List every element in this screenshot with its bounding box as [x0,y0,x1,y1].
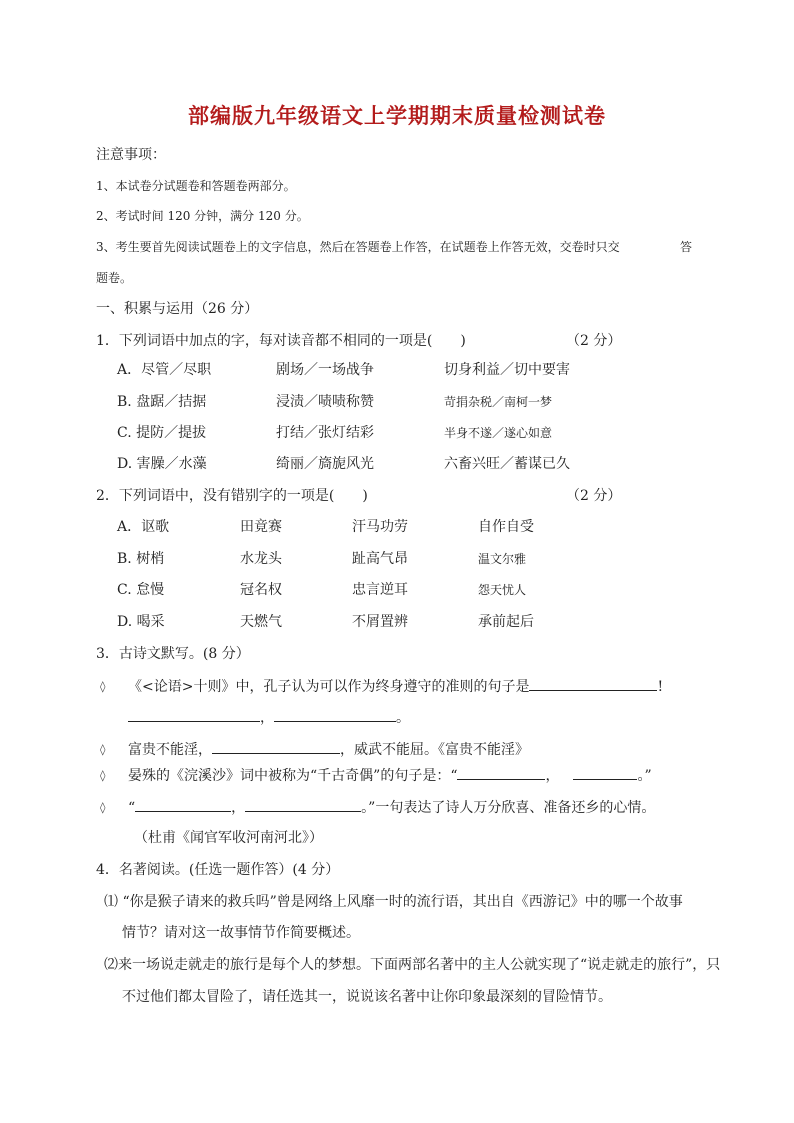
notice-item-2: 2、考试时间 120 分钟，满分 120 分。 [96,209,309,223]
q3-line-5-sep: ， [231,800,246,816]
q2-score: （2 分） [566,488,622,504]
q2-option-d: D. 喝采 [117,614,165,630]
q3-line-6: （杜甫《闻官军收河南河北》） [134,830,323,846]
answer-blank[interactable] [457,765,545,780]
q3-line-4 [128,765,652,786]
q3-line-5-b: 。”一句表达了诗人万分欣喜、准备还乡的心情。 [361,800,656,816]
answer-blank[interactable] [529,676,657,691]
bullet-icon: ◊ [100,680,106,693]
answer-blank[interactable] [274,707,396,722]
q3-line-2 [128,707,410,728]
q1-option-b-c3: 苛捐杂税／南柯一梦 [444,395,553,409]
q2-option-a-c4: 自作自受 [478,519,534,535]
q1-option-a: A．尽管／尽职 [117,362,212,378]
q2-option-b-c2: 水龙头 [240,551,282,567]
q1-option-c: C. 提防／提拔 [117,425,207,441]
q3-line-3 [128,739,529,760]
q2-option-a-c3: 汗马功劳 [352,519,408,535]
q3-line-2-sep: ， [260,710,274,726]
q2-option-a-c2: 田竟赛 [240,519,282,535]
q1-option-c-c2: 打结／张灯结彩 [276,425,374,441]
q3-line-5 [128,797,655,818]
q1-score: （2 分） [566,333,622,349]
notice-item-1: 1、本试卷分试题卷和答题卷两部分。 [96,179,296,193]
q3-stem: 3．古诗文默写。(8 分） [96,646,250,662]
q1-option-b: B. 盘踞／拮据 [117,394,207,410]
bullet-icon: ◊ [100,801,106,814]
answer-blank[interactable] [212,739,340,754]
q3-line-2-end: 。 [396,710,410,726]
q2-option-d-c4: 承前起后 [478,614,534,630]
q4-part-2-line-2: 不过他们都太冒险了，请任选其一，说说该名著中让你印象最深刻的冒险情节。 [122,989,612,1005]
q2-option-d-c2: 天燃气 [240,614,282,630]
q2-option-a: A．讴歌 [117,519,170,535]
q3-line-4-a: 晏殊的《浣溪沙》词中被称为“千古奇偶”的句子是：“ [128,768,458,784]
q4-stem: 4．名著阅读。(任选一题作答）(4 分） [96,862,340,878]
bullet-icon: ◊ [100,743,106,756]
q3-line-1-text: 《<论语>十则》中，孔子认为可以作为终身遵守的准则的句子是 [128,679,530,695]
notice-item-3-cont: 题卷。 [96,271,133,285]
q2-option-b-c3: 趾高气昂 [352,551,408,567]
q3-line-5-a: “ [128,800,136,816]
notice-item-3: 3、考生要首先阅读试题卷上的文字信息，然后在答题卷上作答，在试题卷上作答无效，交卷时只交 [96,240,620,254]
q3-line-4-sep: ， [545,768,560,784]
q3-line-1 [128,676,663,697]
q1-option-b-c2: 浸渍／啧啧称赞 [276,394,374,410]
q2-option-d-c3: 不屑置辨 [352,614,408,630]
q1-stem: 1．下列词语中加点的字，每对读音都不相同的一项是( ) [96,333,466,349]
q1-option-c-c3: 半身不遂／遂心如意 [444,426,553,440]
q2-option-c-c3: 忠言逆耳 [352,582,408,598]
bullet-icon: ◊ [100,769,106,782]
q1-option-a-c2: 剧场／一场战争 [276,362,374,378]
q2-option-c-c2: 冠名权 [240,582,282,598]
notice-heading: 注意事项： [96,147,166,163]
answer-blank[interactable] [135,797,231,812]
q3-line-1-end: ! [657,679,664,695]
q3-line-4-end: 。” [637,768,652,784]
q4-part-2-line-1: ⑵来一场说走就走的旅行是每个人的梦想。下面两部名著中的主人公就实现了“说走就走的旅行”，只 [104,957,721,973]
q1-option-a-c3: 切身利益／切中要害 [444,362,570,378]
q2-option-c-c4: 怨天忧人 [478,583,527,597]
q2-option-b-c4: 温文尔雅 [478,552,527,566]
answer-blank[interactable] [245,797,361,812]
q4-part-1-line-1: ⑴ “你是猴子请来的救兵吗”曾是网络上风靡一时的流行语，其出自《西游记》中的哪一个故事 [104,894,683,910]
q1-option-d-c3: 六畜兴旺／蓄谋已久 [444,456,570,472]
notice-item-3-tail: 答 [680,240,693,254]
page-title: 部编版九年级语文上学期期末质量检测试卷 [188,104,606,128]
q3-line-3-a: 富贵不能淫， [128,742,212,758]
q3-line-3-b: ，威武不能屈。《富贵不能淫》 [340,742,529,758]
answer-blank[interactable] [573,765,637,780]
q2-option-c: C. 怠慢 [117,582,165,598]
section-heading: 一、积累与运用（26 分） [96,301,259,317]
q1-option-d: D. 害臊／水藻 [117,456,207,472]
q2-stem: 2．下列词语中，没有错别字的一项是( ) [96,488,368,504]
q4-part-1-line-2: 情节？请对这一故事情节作简要概述。 [122,925,360,941]
answer-blank[interactable] [128,707,260,722]
q1-option-d-c2: 绮丽／旖旎风光 [276,456,374,472]
q2-option-b: B. 树梢 [117,551,165,567]
